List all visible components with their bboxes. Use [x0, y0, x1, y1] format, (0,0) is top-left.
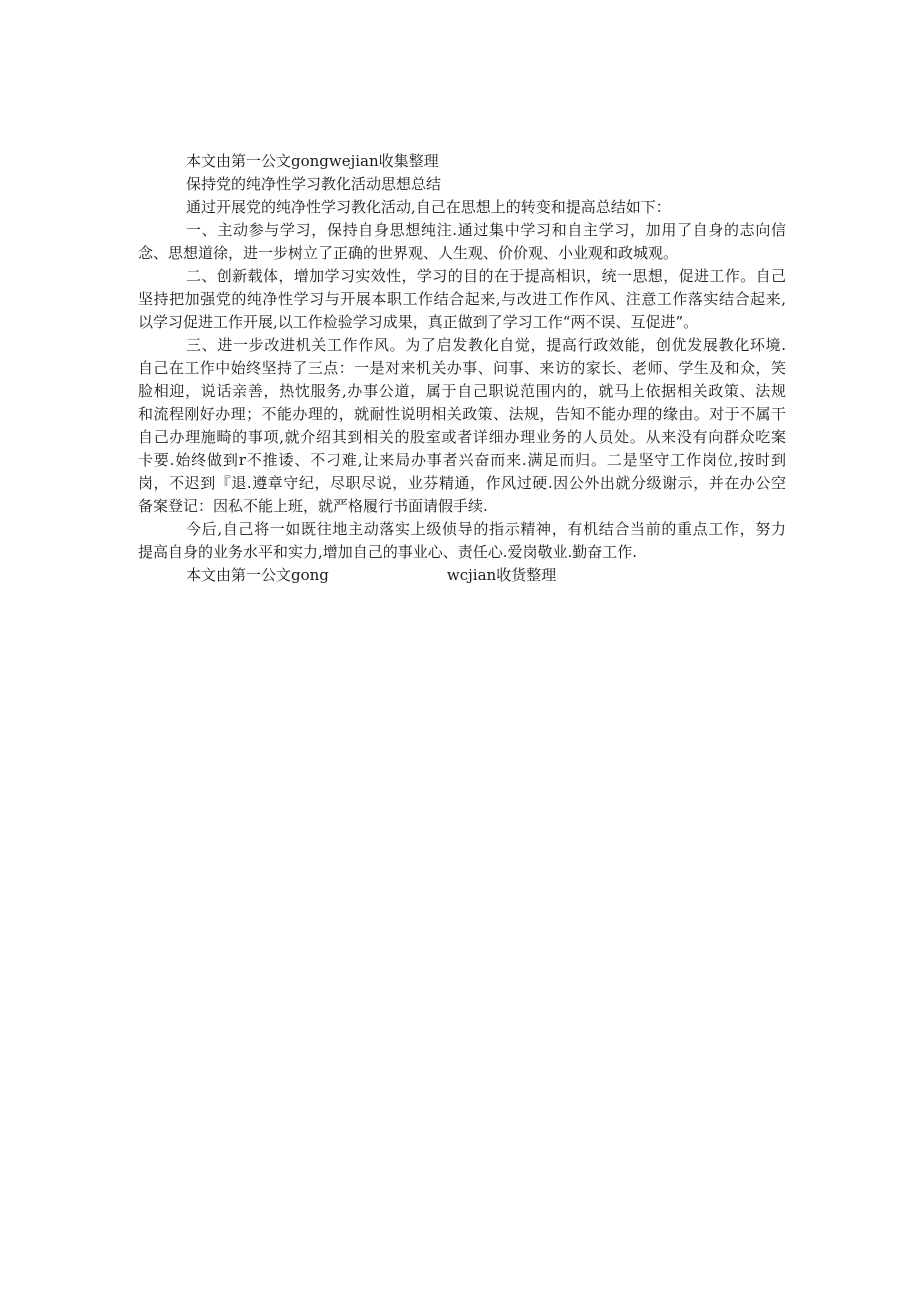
document-title: 保持党的纯净性学习教化活动思想总结 — [186, 175, 442, 193]
paragraph-line: 备案登记：因私不能上班，就严格履行书面请假手续. — [138, 497, 488, 515]
footer-note — [138, 564, 786, 587]
document-body — [138, 150, 786, 587]
paragraph-line: 三、进一步改进机关工作作风。为了启发教化自觉，提高行政效能，创优发展教化环境. — [186, 336, 786, 354]
footer-note-part-1: 本文由第一公文gong — [186, 566, 329, 584]
section-2-paragraph — [138, 265, 786, 334]
paragraph-line: 脸相迎，说话亲善，热忱服务,办事公道，属于自己职说范围内的，就马上依据相关政策、法规 — [138, 382, 786, 400]
paragraph-line: 自己在工作中始终坚持了三点：一是对来机关办事、问事、来访的家长、老师、学生及和众，笑 — [138, 359, 786, 377]
paragraph-line: 自己办理施畸的事项,就介绍其到相关的股室或者详细办理业务的人员处。从来没有向群众吃案 — [138, 428, 786, 446]
paragraph-line: 提高自身的业务水平和实力,增加自己的事业心、责任心.爱岗敬业.勤奋工作. — [138, 543, 638, 561]
paragraph-line: 二、创新载体，增加学习实效性，学习的目的在于提高相识，统一思想，促进工作。自己 — [186, 267, 786, 285]
header-note: 本文由第一公文gongwejian收集整理 — [186, 152, 439, 170]
paragraph-line: 坚持把加强党的纯净性学习与开展本职工作结合起来,与改进工作作风、注意工作落实结合起来, — [138, 290, 786, 308]
section-1-paragraph — [138, 219, 786, 265]
footer-note-part-2: wcjian收货整理 — [446, 566, 557, 584]
paragraph-line: 卡要.始终做到r不推诿、不刁难,让来局办事者兴奋而来.满足而归。二是坚守工作岗位,按时到 — [138, 451, 786, 469]
paragraph-line: 以学习促进工作开展,以工作检验学习成果，真正做到了学习工作“两不误、互促进”。 — [138, 313, 699, 331]
paragraph-line: 和流程刚好办理；不能办理的，就耐性说明相关政策、法规，告知不能办理的缘由。对于不属干 — [138, 405, 786, 423]
paragraph-line: 一、主动参与学习，保持自身思想纯注.通过集中学习和自主学习，加用了自身的志向信 — [186, 221, 786, 239]
paragraph-line: 今后,自己将一如既往地主动落实上级侦导的指示精神，有机结合当前的重点工作，努力 — [186, 520, 786, 538]
intro-paragraph: 通过开展党的纯净性学习教化活动,自己在思想上的转变和提高总结如下： — [186, 198, 671, 216]
paragraph-line: 念、思想道徐，进一步树立了正确的世界观、人生观、价价观、小业观和政城观。 — [138, 244, 679, 262]
closing-paragraph — [138, 518, 786, 564]
paragraph-line: 岗，不迟到『退.遵章守纪，尽职尽说，业芬精通，作风过硬.因公外出就分级谢示，并在办公空 — [138, 474, 786, 492]
section-3-paragraph — [138, 334, 786, 518]
